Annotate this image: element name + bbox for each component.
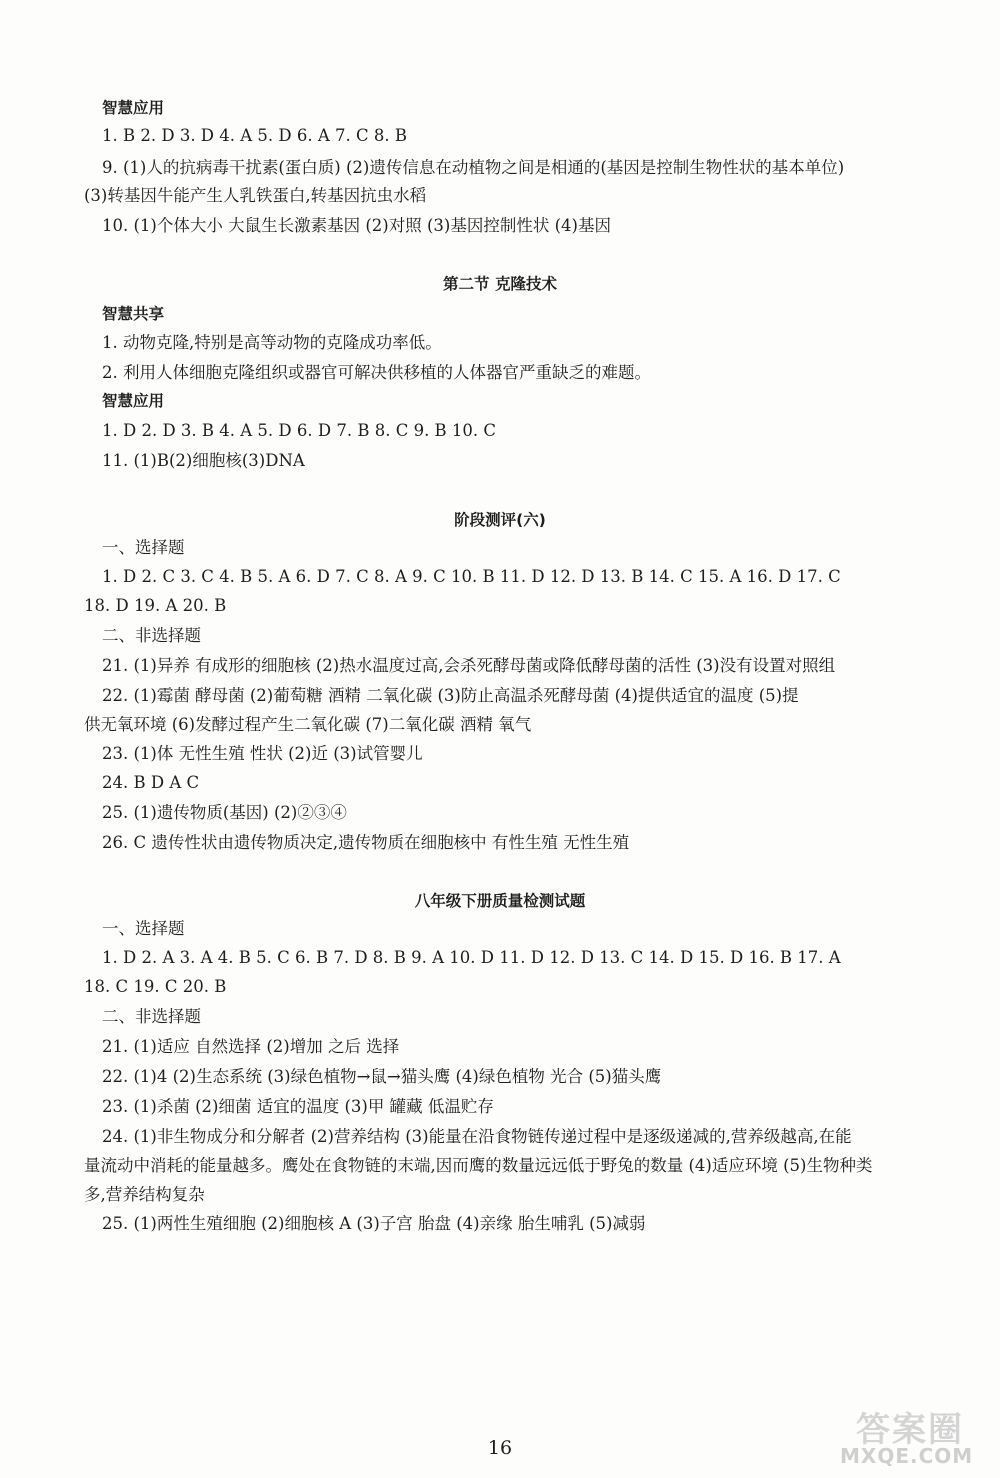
section-heading: 阶段测评(六) — [454, 511, 546, 529]
answer-line: 21. (1)异养 有成形的细胞核 (2)热水温度过高,会杀死酵母菌或降低酵母菌的活性 (3)没有设置对照组 — [102, 656, 836, 675]
answer-line: 1. B 2. D 3. D 4. A 5. D 6. A 7. C 8. B — [102, 126, 408, 145]
page-number: 16 — [487, 1437, 513, 1459]
answer-line: 22. (1)霉菌 酵母菌 (2)葡萄糖 酒精 二氧化碳 (3)防止高温杀死酵母菌 (4)提供适宜的温度 (5)提 — [102, 686, 799, 705]
answer-line: 供无氧环境 (6)发酵过程产生二氧化碳 (7)二氧化碳 酒精 氧气 — [84, 715, 532, 734]
watermark-logo-text: 答案圈 — [856, 1410, 964, 1450]
answer-line: 1. D 2. A 3. A 4. B 5. C 6. B 7. D 8. B 9. A 10. D 11. D 12. D 13. C 14. D 15. D 16. B 17. A — [102, 948, 841, 967]
answer-line: 10. (1)个体大小 大鼠生长激素基因 (2)对照 (3)基因控制性状 (4)基因 — [102, 216, 611, 235]
answer-line: 1. D 2. D 3. B 4. A 5. D 6. D 7. B 8. C 9. B 10. C — [102, 421, 497, 440]
answer-line: 25. (1)遗传物质(基因) (2)②③④ — [102, 803, 347, 822]
answer-line: 1. 动物克隆,特别是高等动物的克隆成功率低。 — [102, 333, 442, 352]
answer-line: 量流动中消耗的能量越多。鹰处在食物链的末端,因而鹰的数量远远低于野兔的数量 (4)适应环境 (5)生物种类 — [84, 1156, 873, 1175]
answer-line: 二、非选择题 — [102, 1007, 201, 1026]
answer-line: 一、选择题 — [102, 919, 185, 938]
answer-line: 2. 利用人体细胞克隆组织或器官可解决供移植的人体器官严重缺乏的难题。 — [102, 363, 651, 382]
answer-line: 11. (1)B(2)细胞核(3)DNA — [102, 451, 305, 470]
answer-line: (3)转基因牛能产生人乳铁蛋白,转基因抗虫水稻 — [84, 186, 427, 205]
answer-line: 1. D 2. C 3. C 4. B 5. A 6. D 7. C 8. A 9. C 10. B 11. D 12. D 13. B 14. C 15. A 16. D 17. C — [102, 567, 841, 586]
subsection-label: 智慧应用 — [102, 392, 165, 410]
answer-line: 25. (1)两性生殖细胞 (2)细胞核 A (3)子宫 胎盘 (4)亲缘 胎生哺乳 (5)减弱 — [102, 1214, 646, 1233]
section-heading: 八年级下册质量检测试题 — [414, 892, 586, 910]
answer-line: 26. C 遗传性状由遗传物质决定,遗传物质在细胞核中 有性生殖 无性生殖 — [102, 833, 630, 852]
watermark-url: MXQE.COM — [840, 1444, 974, 1468]
answer-line: 23. (1)体 无性生殖 性状 (2)近 (3)试管婴儿 — [102, 744, 423, 763]
answer-line: 二、非选择题 — [102, 626, 201, 645]
answer-line: 22. (1)4 (2)生态系统 (3)绿色植物→鼠→猫头鹰 (4)绿色植物 光合 (5)猫头鹰 — [102, 1067, 662, 1086]
answer-line: 一、选择题 — [102, 538, 185, 557]
answer-line: 24. B D A C — [102, 773, 200, 792]
answer-line: 多,营养结构复杂 — [84, 1185, 205, 1204]
answer-line: 18. D 19. A 20. B — [84, 596, 227, 615]
answer-line: 18. C 19. C 20. B — [84, 977, 227, 996]
watermark-logo — [836, 1400, 986, 1472]
answer-line: 23. (1)杀菌 (2)细菌 适宜的温度 (3)甲 罐藏 低温贮存 — [102, 1097, 494, 1116]
subsection-label: 智慧共享 — [102, 305, 165, 323]
section-heading: 第二节 克隆技术 — [443, 275, 557, 293]
answer-line: 24. (1)非生物成分和分解者 (2)营养结构 (3)能量在沿食物链传递过程中是逐级递减的,营养级越高,在能 — [102, 1127, 852, 1146]
subsection-label: 智慧应用 — [102, 99, 165, 117]
answer-line: 9. (1)人的抗病毒干扰素(蛋白质) (2)遗传信息在动植物之间是相通的(基因是控制生物性状的基本单位) — [102, 158, 845, 177]
answer-line: 21. (1)适应 自然选择 (2)增加 之后 选择 — [102, 1037, 400, 1056]
